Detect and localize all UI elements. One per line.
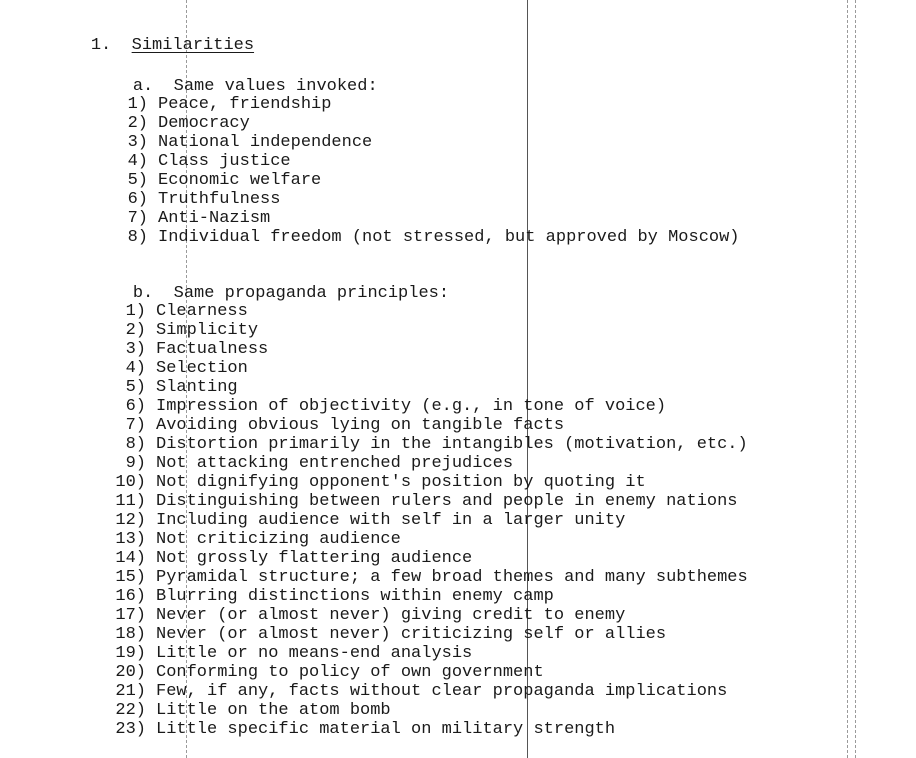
list-item: 4) Selection (125, 359, 248, 378)
list-item: 10) Not dignifying opponent's position by quoting it (115, 473, 646, 492)
part-b-title: Same propaganda principles: (173, 284, 450, 303)
list-item: 13) Not criticizing audience (115, 530, 401, 549)
list-item: 21) Few, if any, facts without clear propaganda implications (115, 682, 728, 701)
list-item: 3) National independence (127, 133, 373, 152)
list-item: 1) Peace, friendship (127, 95, 332, 114)
scan-line-right-b (855, 0, 856, 758)
list-item: 5) Slanting (125, 378, 238, 397)
section-title: Similarities (131, 36, 255, 55)
part-a-letter: a. (132, 77, 154, 96)
list-item: 8) Distortion primarily in the intangibles (motivation, etc.) (125, 435, 748, 454)
section-number: 1. (90, 36, 112, 55)
list-item: 20) Conforming to policy of own government (115, 663, 544, 682)
list-item: 7) Avoiding obvious lying on tangible facts (125, 416, 565, 435)
list-item: 11) Distinguishing between rulers and people in enemy nations (115, 492, 738, 511)
list-item: 2) Simplicity (125, 321, 259, 340)
list-item: 3) Factualness (125, 340, 269, 359)
list-item: 6) Impression of objectivity (e.g., in tone of voice) (125, 397, 667, 416)
list-item: 14) Not grossly flattering audience (115, 549, 473, 568)
list-item: 4) Class justice (127, 152, 291, 171)
scan-line-center (527, 0, 528, 758)
list-item: 2) Democracy (127, 114, 250, 133)
list-item: 15) Pyramidal structure; a few broad themes and many subthemes (115, 568, 748, 587)
part-a-title: Same values invoked: (173, 77, 378, 96)
list-item: 6) Truthfulness (127, 190, 281, 209)
list-item: 8) Individual freedom (not stressed, but approved by Moscow) (127, 228, 740, 247)
scan-line-right-a (847, 0, 848, 758)
list-item: 19) Little or no means-end analysis (115, 644, 473, 663)
list-item: 5) Economic welfare (127, 171, 322, 190)
list-item: 17) Never (or almost never) giving credit to enemy (115, 606, 626, 625)
list-item: 18) Never (or almost never) criticizing self or allies (115, 625, 667, 644)
list-item: 23) Little specific material on military strength (115, 720, 616, 739)
list-item: 22) Little on the atom bomb (115, 701, 391, 720)
list-item: 16) Blurring distinctions within enemy camp (115, 587, 554, 606)
list-item: 12) Including audience with self in a larger unity (115, 511, 626, 530)
part-b-letter: b. (132, 284, 154, 303)
list-item: 7) Anti-Nazism (127, 209, 271, 228)
list-item: 1) Clearness (125, 302, 248, 321)
list-item: 9) Not attacking entrenched prejudices (125, 454, 514, 473)
